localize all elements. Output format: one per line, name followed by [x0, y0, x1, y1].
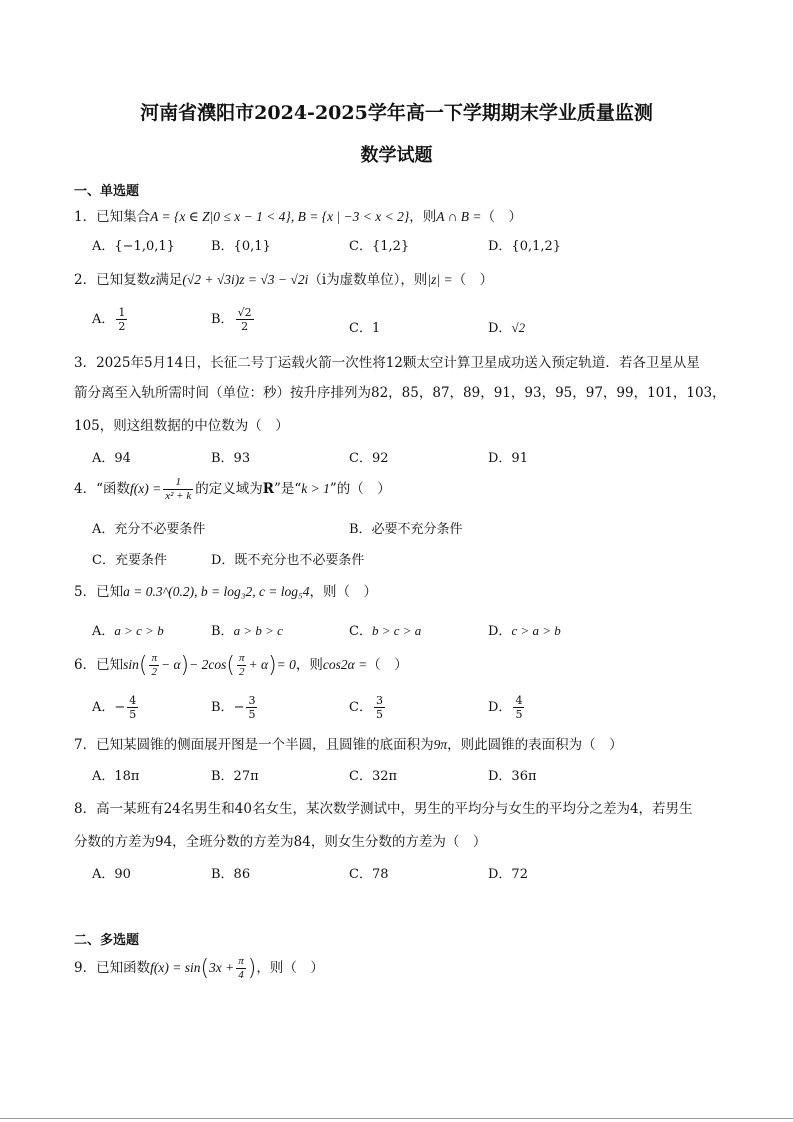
fraction: $\frac{√2}{2}$ [237, 306, 252, 333]
question-8-line-1: 8．高一某班有24名男生和40名女生，某次数学测试中，男生的平均分与女生的平均分之差为4，若男生 [74, 801, 693, 817]
option-c: C．92 [349, 451, 389, 466]
option-a: A．− $\frac{4}{5}$ [92, 694, 137, 721]
option-a: A．{−1,0,1} [92, 239, 175, 254]
option-c: C．1 [349, 321, 381, 336]
option-d: D．c > a > b [488, 623, 561, 639]
question-3-line-2: 箭分离至入轨所需时间（单位：秒）按升序排列为82，85，87，89，91，93，95，97，99，101，103， [74, 385, 726, 401]
question-4: 4．“函数f(x) = $\frac{1}{\text{x² + k}}$ 的定义域为R”是“k > 1”的（ ） [74, 476, 391, 502]
fraction: $\frac{\pi}{2}$ [238, 652, 245, 678]
option-b: B．{0,1} [211, 239, 271, 254]
fraction: $\frac{4}{5}$ [129, 694, 137, 721]
question-1 [74, 205, 522, 225]
question-number: 9． [74, 960, 97, 976]
fraction: $\frac{\pi}{4}$ [238, 955, 244, 981]
option-b: B．86 [211, 867, 251, 882]
option-b: B．必要不充分条件 [349, 522, 463, 537]
page-bottom-border [0, 1118, 793, 1119]
question-text: （i为虚数单位），则 [308, 272, 428, 288]
option-b: B．− $\frac{3}{5}$ [211, 694, 256, 721]
fraction: $\frac{1}{2}$ [118, 306, 126, 333]
question-text: 已知集合 [96, 209, 151, 225]
question-number: 1． [74, 209, 97, 225]
question-text: ，则 [409, 209, 437, 225]
fraction: $\frac{4}{5}$ [515, 694, 523, 721]
question-9: 9．已知函数f(x) = sin(3x + $\frac{\pi}{4}$ )，则（ ） [74, 955, 324, 981]
question-text: 满足 [155, 272, 183, 288]
page-title: 河南省濮阳市2024-2025学年高一下学期期末学业质量监测 [140, 102, 653, 124]
question-text: 已知复数 [96, 272, 151, 288]
expression: a = 0.3^(0.2), b = log₃2, c = log₅4 [123, 584, 310, 599]
question-3-line-1: 3．2025年5月14日，长征二号丁运载火箭一次性将12颗太空计算卫星成功送入预定轨道．若各卫星从星 [74, 355, 700, 371]
option-d: D． $\frac{4}{5}$ [488, 694, 523, 721]
expression: A ∩ B = [436, 209, 482, 224]
option-a: A．94 [92, 451, 131, 466]
option-d: D．91 [488, 451, 528, 466]
expression: |z| = [427, 272, 453, 287]
question-blank: （ ） [481, 209, 522, 225]
fraction: $\frac{3}{5}$ [248, 694, 256, 721]
option-c: C．{1,2} [349, 239, 410, 254]
question-3-line-3: 105，则这组数据的中位数为（ ） [74, 418, 289, 434]
option-a: A．充分不必要条件 [92, 522, 206, 537]
option-d: D．36π [488, 769, 537, 784]
fraction: $\frac{3}{5}$ [375, 694, 383, 721]
question-number: 2． [74, 272, 97, 288]
question-5: 5．已知a = 0.3^(0.2), b = log₃2, c = log₅4，则（ ） [74, 584, 377, 600]
question-blank: （ ） [452, 272, 494, 288]
section-multiple-choice: 二、多选题 [74, 933, 140, 948]
option-d: D．72 [488, 867, 528, 882]
option-d: D．√2 [488, 320, 526, 336]
option-d: D．{0,1,2} [488, 239, 562, 254]
real-set: R [262, 481, 274, 497]
question-number: 6． [74, 657, 97, 673]
option-a: A．a > c > b [92, 623, 164, 639]
page-subtitle: 数学试题 [360, 145, 433, 166]
function: f(x) = [130, 481, 162, 496]
question-number: 5． [74, 584, 97, 600]
question-number: 4． [74, 481, 97, 497]
variable: z [150, 272, 156, 287]
question-6: 6．已知sin( $\frac{\pi}{2}$ − α)− 2cos( $\frac{\pi}{2}$ + α)= 0，则cos2α =（ ） [74, 652, 408, 678]
option-b: B．93 [211, 451, 251, 466]
question-2 [74, 268, 493, 288]
option-a: A．90 [92, 867, 131, 882]
option-b: B．27π [211, 769, 259, 784]
option-c: C．b > c > a [349, 623, 422, 639]
option-d: D．既不充分也不必要条件 [211, 553, 365, 568]
option-b: B． $\frac{√2}{2}$ [211, 306, 252, 333]
fraction: $\frac{1}{\text{x² + k}}$ [165, 476, 192, 502]
option-a: A．18π [92, 769, 140, 784]
option-a: A． $\frac{1}{2}$ [92, 306, 126, 333]
option-c: C． $\frac{3}{5}$ [349, 694, 383, 721]
equation: (√2 + √3i)z = √3 − √2i [182, 272, 309, 287]
question-7: 7．已知某圆锥的侧面展开图是一个半圆，且圆锥的底面积为9π，则此圆锥的表面积为（ ） [74, 737, 623, 753]
option-c: C．78 [349, 867, 389, 882]
option-b: B．a > b > c [211, 623, 283, 639]
fraction: $\frac{\pi}{2}$ [151, 652, 157, 678]
set-definition: A = {x ∈ Z|0 ≤ x − 1 < 4}, B = {x | −3 < x < 2} [150, 209, 410, 224]
option-c: C．充要条件 [92, 553, 167, 568]
section-single-choice: 一、单选题 [74, 184, 140, 199]
question-8-line-2: 分数的方差为94，全班分数的方差为84，则女生分数的方差为（ ） [74, 834, 487, 850]
option-c: C．32π [349, 769, 398, 784]
condition: k > 1 [301, 481, 330, 496]
